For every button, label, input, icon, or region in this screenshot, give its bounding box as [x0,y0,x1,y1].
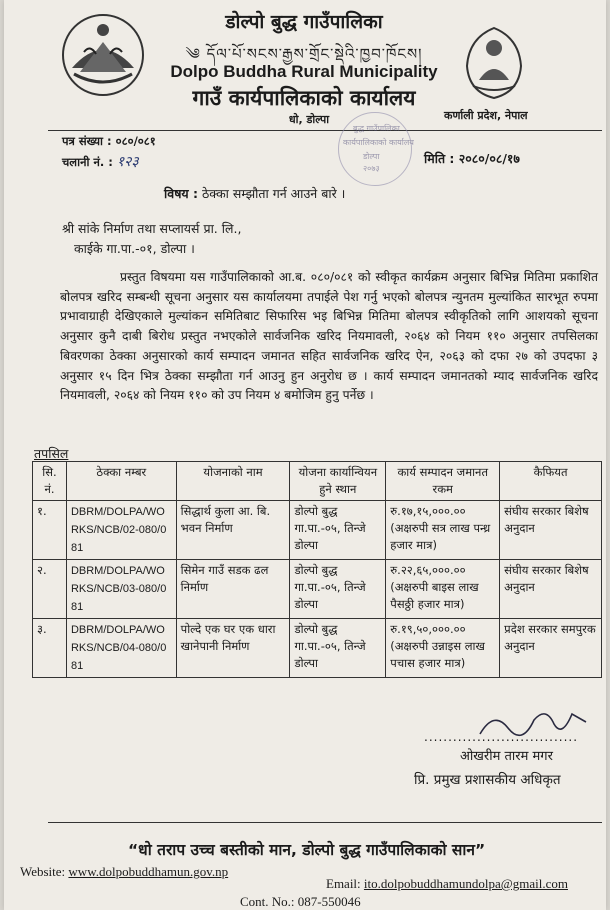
table-header-row [33,462,602,501]
letter-subject: विषय : ठेक्का सम्झौता गर्न आउने बारे । [164,186,346,201]
municipality-name-tibetan: ༄ དོལ་པོ་སངས་རྒྱས་གྲོང་སྡེའི་ཁྱབ་ཁོངས། [185,45,423,63]
signatory-title: प्रि. प्रमुख प्रशासकीय अधिकृत [414,772,561,788]
municipality-name-english: Dolpo Buddha Rural Municipality [170,62,438,81]
footer-contact: Cont. No.: 087-550046 [240,894,361,909]
letter-date: मिति : २०८०/०८/१७ [424,151,520,166]
col-header-guarantee: कार्य सम्पादन जमानत रकम [386,462,500,501]
patra-sankhya: पत्र संख्या : ०८०/०८१ [62,134,156,148]
nepal-emblem-logo [60,12,146,98]
chalani-number: चलानी नं. : १२३ [62,154,139,170]
office-name: गाउँ कार्यपालिकाको कार्यालय [192,86,416,110]
addressee-line2: काईके गा.पा.-०१, डोल्पा । [74,241,195,256]
email-link[interactable]: ito.dolpobuddhamundolpa@gmail.com [363,876,568,891]
addressee-line1: श्री सांके निर्माण तथा सप्लायर्स प्रा. लि., [62,221,242,236]
website-link[interactable]: www.dolpobuddhamun.gov.np [68,864,229,879]
col-header-location: योजना कार्यान्वियन हुने स्थान [290,462,386,501]
letter-page [4,0,606,910]
footer-motto: “धो तराप उच्च बस्तीको मान, डोल्पो बुद्ध गाउँपालिकाको सान” [128,841,486,859]
table-row: ३. DBRM/DOLPA/WORKS/NCB/04-080/081 पोल्दे एक घर एक धारा खानेपानी निर्माण डोल्पो बुद्ध गा.पा.-०५, तिन्जे डोल्पा रु.१९,५०,०००.०० (अक्षरुपी उन्नाइस लाख पचास हजार मात्र) प्रदेश सरकार समपुरक अनुदान [33,619,602,678]
signature-line: ................................ [424,730,579,744]
letter-body: प्रस्तुत विषयमा यस गाउँपालिकाको आ.ब. ०८०/०८१ को स्वीकृत कार्यक्रम अनुसार बिभिन्न मितिमा प्रकाशित बोलपत्र खरिद सम्बन्धी सूचना अनुसार यस कार्यालयमा तपाईले पेश गर्नु भएको बोलपत्र न्युनतम मुल्यांकित सारभूत रुपमा प्रभावाग्राही देखिएकाले मुल्यांकन समितिबाट सिफारिस भइ बिभिन्न मितिमा बोलपत्र स्वीकृतिको लागि आशयको सूचना अनुसार कुनै दाबी बिरोध प्रस्तुत नभएकोले सार्वजनिक खरिद नियमावली, २०६४ को नियम ११० अनुसार तपसिलका बिवरणका ठेक्का अनुसारको कार्य सम्पादन जमानत सहित सार्वजनिक खरिद ऐन, २०६३ को दफा २७ को उपदफा ३ अनुसार १५ दिन भित्र ठेक्का सम्झौता गर्न आउनु हुन अनुरोध छ । कार्य सम्पादन जमानतको म्याद सार्वजनिक खरिद नियमावली, २०६४ को नियम ११० को उप नियम ४ बमोजिम हुनु पर्नेछ । [60,270,598,403]
signatory-name: ओखरीम तारम मगर [460,749,553,764]
table-row: १. DBRM/DOLPA/WORKS/NCB/02-080/081 सिद्धार्थ कुला आ. बि. भवन निर्माण डोल्पो बुद्ध गा.पा.-०५, तिन्जे डोल्पा रु.१७,१५,०००.०० (अक्षरुपी सत्र लाख पन्ध्र हजार मात्र) संघीय सरकार बिशेष अनुदान [33,501,602,560]
table-row: २. DBRM/DOLPA/WORKS/NCB/03-080/081 सिमेन गाउँ सडक ढल निर्माण डोल्पो बुद्ध गा.पा.-०५, तिन्जे डोल्पा रु.२२,६५,०००.०० (अक्षरुपी बाइस लाख पैसठ्ठी हजार मात्र) संघीय सरकार बिशेष अनुदान [33,560,602,619]
table-title: तपसिल [34,446,69,461]
col-header-project-name: योजनाको नाम [176,462,290,501]
footer-email: Email: ito.dolpobuddhamundolpa@gmail.com [326,876,568,891]
office-stamp: बुद्ध गाउँपालिका कार्यपालिकाको कार्यालय डोल्पा २०७३ [338,112,412,186]
footer-divider [48,822,602,823]
province-label: कर्णाली प्रदेश, नेपाल [444,109,528,122]
col-header-contract-no: ठेक्का नम्बर [66,462,176,501]
municipality-name-nepali: डोल्पो बुद्ध गाउँपालिका [225,11,383,33]
office-location: धो, डोल्पा [288,113,330,126]
col-header-remarks: कैफियत [500,462,602,501]
contract-table [32,461,602,678]
header-divider [48,130,602,131]
col-header-sn: सि. नं. [33,462,67,501]
buddha-emblem-logo [459,22,529,102]
footer-website: Website: www.dolpobuddhamun.gov.np [20,864,229,879]
